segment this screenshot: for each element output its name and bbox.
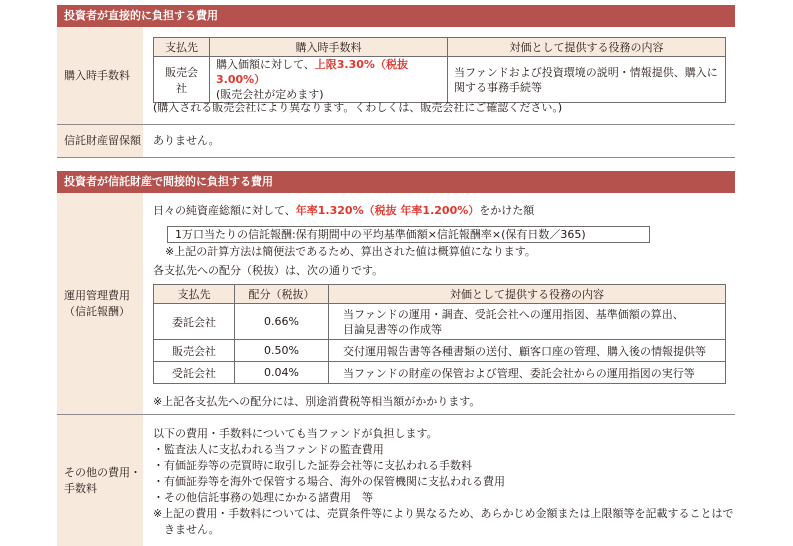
management-label-line-2: （信託報酬）	[64, 304, 130, 318]
purchase-service-cell	[448, 57, 726, 103]
other-line: ※上記の費用・手数料については、売買条件等により異なるため、あらかじめ金額または上限額等を記載することはで	[153, 507, 734, 520]
purchase-fee-label-text: 購入時手数料	[64, 68, 130, 82]
purchase-fee-label	[57, 27, 143, 124]
calc-note: ※上記の計算方法は簡便法であるため、算出された値は概算値になります。	[165, 245, 536, 258]
other-label-line-2: 手数料	[64, 481, 97, 495]
purchase-note: (購入される販売会社により異なります。くわしくは、販売会社にご確認ください。)	[153, 101, 563, 114]
alloc-service-cell: 当ファンドの財産の保管および管理、委託会社からの運用指図の実行等	[329, 362, 726, 384]
other-fees-content	[143, 415, 735, 546]
alloc-col-rate-header: 配分（税抜）	[235, 285, 329, 304]
other-line: ・監査法人に支払われる当ファンドの監査費用	[153, 443, 384, 456]
other-fees-label	[57, 415, 143, 546]
fee-rate-highlight: 上限3.30%（税抜 3.00%）	[216, 58, 408, 86]
other-line: ・有価証券等の売買時に取引した証券会社等に支払われる手数料	[153, 459, 472, 472]
intro-prefix: 日々の純資産総額に対して、	[153, 204, 296, 217]
fee-prefix: 購入価額に対して、	[216, 58, 315, 71]
retention-content	[143, 125, 735, 157]
service-line-2: 関する事務手続等	[454, 80, 542, 94]
other-line: ・その他信託事務の処理にかかる諸費用 等	[153, 491, 373, 504]
indirect-costs-header: 投資者が信託財産で間接的に負担する費用	[57, 171, 735, 193]
retention-value: ありません。	[153, 134, 220, 147]
col-service-header: 対価として提供する役務の内容	[448, 38, 726, 57]
tax-note: ※上記各支払先への配分には、別途消費税等相当額がかかります。	[153, 395, 481, 408]
allocation-table	[153, 284, 726, 384]
management-rate-highlight: 年率1.320%（税抜 年率1.200%）	[295, 204, 480, 217]
alloc-payee-cell: 販売会社	[154, 340, 235, 362]
table-row	[154, 304, 726, 340]
purchase-payee-cell: 販売会社	[154, 57, 210, 103]
other-label-line-1: その他の費用・	[64, 465, 141, 479]
retention-label-text: 信託財産留保額	[64, 134, 141, 147]
alloc-rate-cell: 0.04%	[235, 362, 329, 384]
purchase-fee-table	[153, 37, 726, 103]
formula-box: 1万口当たりの信託報酬:保有期間中の平均基準価額×信託報酬率×(保有日数／365)	[167, 226, 650, 243]
direct-costs-header: 投資者が直接的に負担する費用	[57, 5, 735, 27]
alloc-service-line-1: 当ファンドの運用・調査、受託会社への運用指図、基準価額の算出、	[343, 307, 684, 321]
other-fees-label-text	[64, 465, 141, 497]
alloc-service-cell	[329, 304, 726, 340]
table-row	[154, 340, 726, 362]
alloc-payee-cell: 受託会社	[154, 362, 235, 384]
alloc-rate-cell: 0.50%	[235, 340, 329, 362]
management-fee-content	[143, 193, 735, 414]
alloc-col-service-header: 対価として提供する役務の内容	[329, 285, 726, 304]
other-line: 以下の費用・手数料についても当ファンドが負担します。	[153, 427, 438, 440]
alloc-service-line-2: 目論見書等の作成等	[343, 322, 442, 336]
alloc-rate-cell: 0.66%	[235, 304, 329, 340]
intro-suffix: をかけた額	[479, 204, 535, 217]
divider	[57, 157, 735, 158]
management-fee-label-text	[64, 288, 130, 320]
alloc-service-cell: 交付運用報告書等各種書類の送付、顧客口座の管理、購入後の情報提供等	[329, 340, 726, 362]
management-fee-label	[57, 193, 143, 414]
other-line: きません。	[153, 523, 220, 536]
col-fee-header: 購入時手数料	[210, 38, 448, 57]
table-row	[154, 362, 726, 384]
fee-note: (販売会社が定めます)	[216, 88, 324, 101]
retention-label	[57, 125, 143, 157]
allocation-intro: 各支払先への配分（税抜）は、次の通りです。	[153, 264, 384, 277]
service-line-1: 当ファンドおよび投資環境の説明・情報提供、購入に	[454, 65, 718, 79]
col-payee-header: 支払先	[154, 38, 210, 57]
purchase-fee-content	[143, 27, 735, 124]
purchase-fee-cell	[210, 57, 448, 103]
other-line: ・有価証券等を海外で保管する場合、海外の保管機関に支払われる費用	[153, 475, 505, 488]
management-label-line-1: 運用管理費用	[64, 288, 130, 302]
alloc-payee-cell: 委託会社	[154, 304, 235, 340]
management-intro	[153, 203, 534, 219]
alloc-col-payee-header: 支払先	[154, 285, 235, 304]
